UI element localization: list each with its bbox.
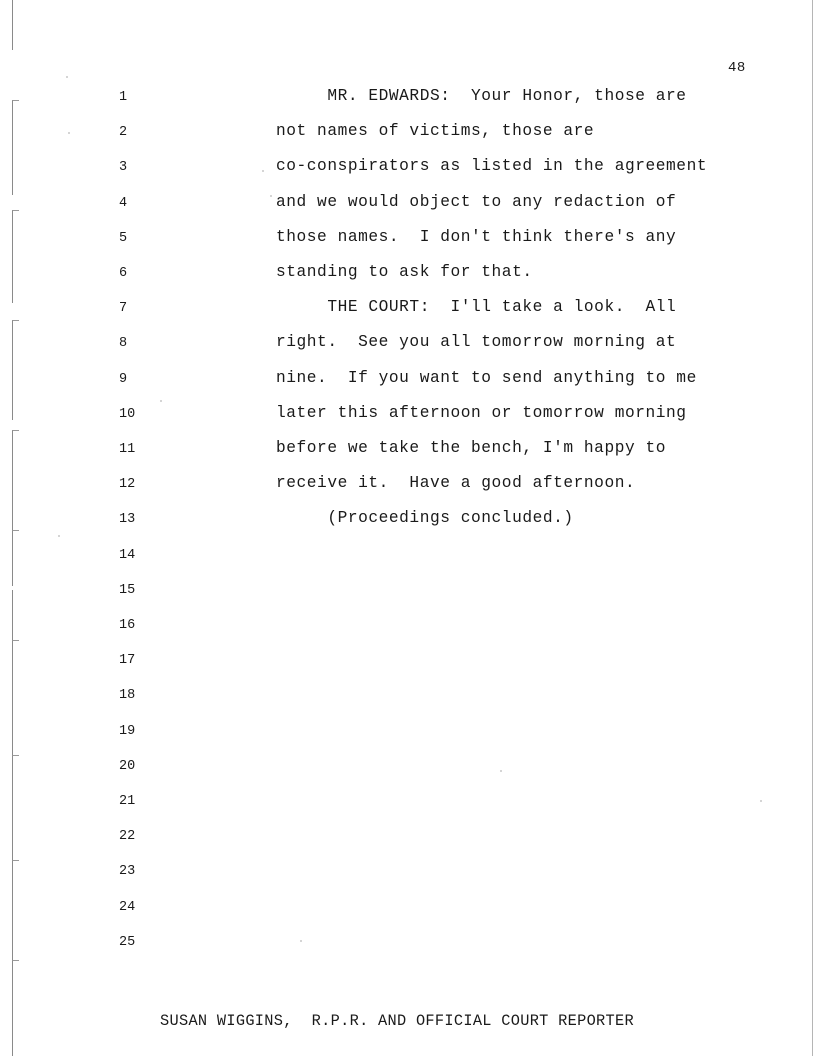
scan-speck xyxy=(66,76,68,78)
transcript-line-text: THE COURT: I'll take a look. All xyxy=(276,298,677,317)
line-number: 9 xyxy=(119,371,128,387)
binder-mark xyxy=(12,910,19,965)
page-number: 48 xyxy=(728,60,746,76)
transcript-line-text: standing to ask for that. xyxy=(276,263,533,281)
line-number: 19 xyxy=(119,723,136,739)
line-number: 22 xyxy=(119,829,136,845)
binder-mark xyxy=(12,860,19,916)
line-number: 15 xyxy=(119,582,136,598)
line-number: 10 xyxy=(119,406,136,422)
line-number: 20 xyxy=(119,758,136,774)
page-edge-rule xyxy=(812,0,813,1056)
binder-mark xyxy=(12,530,19,586)
scan-speck xyxy=(760,800,762,802)
line-number: 25 xyxy=(119,934,136,950)
transcript-line-text: before we take the bench, I'm happy to xyxy=(276,439,667,457)
scan-speck xyxy=(500,770,502,772)
scan-speck xyxy=(160,400,162,402)
line-number: 1 xyxy=(119,90,128,105)
line-number: 7 xyxy=(119,301,128,317)
transcript-line-text: not names of victims, those are xyxy=(276,122,595,141)
transcript-line-text: receive it. Have a good afternoon. xyxy=(276,474,636,493)
line-number: 21 xyxy=(119,794,136,809)
binder-mark xyxy=(12,248,19,303)
transcript-line-text: co-conspirators as listed in the agreement xyxy=(276,157,708,176)
transcript-line-text: and we would object to any redaction of xyxy=(276,192,677,211)
binder-mark xyxy=(12,480,19,535)
line-number: 23 xyxy=(119,864,136,880)
scan-speck xyxy=(68,132,70,134)
binder-mark xyxy=(12,695,19,755)
binder-mark xyxy=(12,805,19,865)
line-number: 3 xyxy=(119,160,128,176)
line-number: 4 xyxy=(119,195,128,211)
transcript-line-text: later this afternoon or tomorrow morning xyxy=(276,403,687,422)
line-number: 2 xyxy=(119,125,128,141)
line-number: 12 xyxy=(119,477,136,493)
scan-speck xyxy=(300,940,302,942)
transcript-line-text: those names. I don't think there's any xyxy=(276,227,677,246)
binder-mark xyxy=(12,365,19,420)
binder-mark xyxy=(12,0,19,50)
line-number: 16 xyxy=(119,618,136,633)
line-number: 8 xyxy=(119,336,128,352)
court-reporter-footer: SUSAN WIGGINS, R.P.R. AND OFFICIAL COURT REPORTER xyxy=(160,1012,634,1030)
transcript-line-text: nine. If you want to send anything to me xyxy=(276,368,697,387)
line-number: 18 xyxy=(119,688,136,704)
line-number: 14 xyxy=(119,547,136,563)
line-number: 6 xyxy=(119,266,128,281)
binder-mark xyxy=(12,140,19,195)
transcript-line-text: MR. EDWARDS: Your Honor, those are xyxy=(276,87,687,105)
scan-speck xyxy=(262,170,264,172)
binder-mark xyxy=(12,640,19,696)
line-number: 5 xyxy=(119,230,128,246)
line-number: 13 xyxy=(119,512,136,528)
line-number: 11 xyxy=(119,442,136,457)
line-number: 17 xyxy=(119,653,136,669)
line-number: 24 xyxy=(119,899,136,915)
scan-speck xyxy=(270,195,272,197)
transcript-line-text: right. See you all tomorrow morning at xyxy=(276,333,677,352)
scan-speck xyxy=(58,535,60,537)
binder-mark xyxy=(12,1000,19,1056)
transcript-line-text: (Proceedings concluded.) xyxy=(276,509,574,528)
